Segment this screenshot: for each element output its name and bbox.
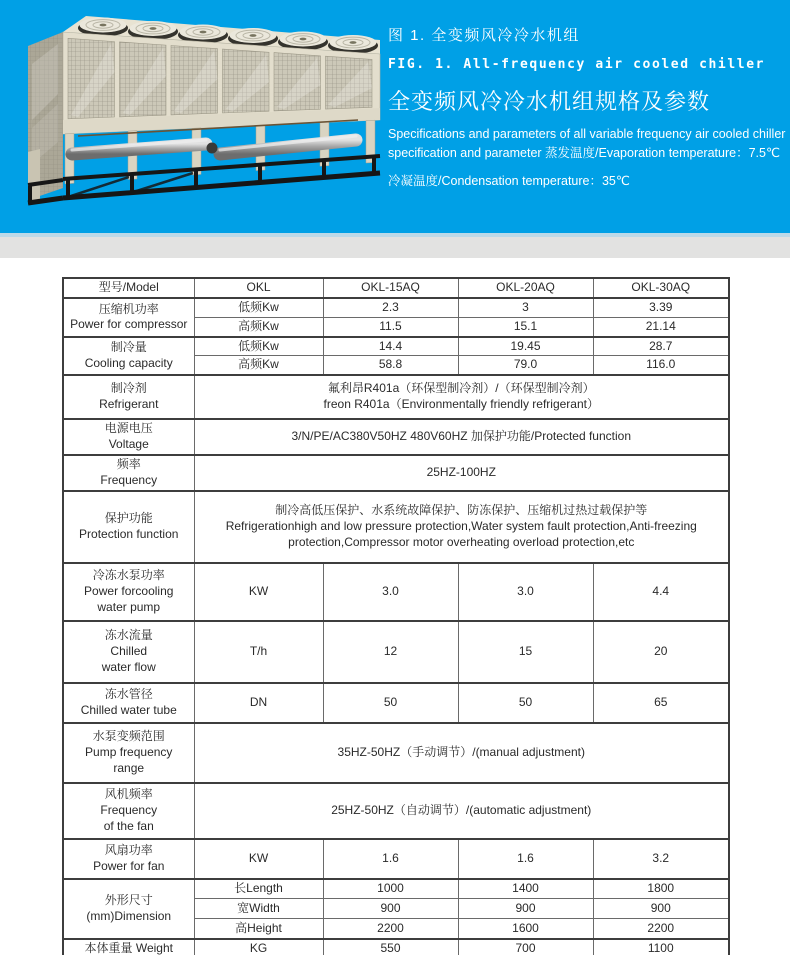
- spec-value: 65: [593, 683, 729, 723]
- spec-value: 20: [593, 621, 729, 683]
- spec-value: 4.4: [593, 563, 729, 621]
- spec-unit: DN: [194, 683, 323, 723]
- spec-value: 2200: [323, 919, 458, 939]
- spec-unit: KW: [194, 839, 323, 879]
- product-photo: [8, 2, 386, 230]
- spec-value: 900: [323, 899, 458, 919]
- spec-label: 冷冻水泵功率 Power forcooling water pump: [63, 563, 194, 621]
- spec-label: 水泵变频范围 Pump frequency range: [63, 723, 194, 783]
- row-fan-frequency: [63, 783, 729, 839]
- spec-value: 50: [323, 683, 458, 723]
- spec-label: 风扇功率 Power for fan: [63, 839, 194, 879]
- row-weight: [63, 939, 729, 955]
- spec-label: 冻水管径 Chilled water tube: [63, 683, 194, 723]
- spec-label: 本体重量 Weight: [63, 939, 194, 955]
- spec-label: 频率 Frequency: [63, 455, 194, 491]
- spec-value: 制冷高低压保护、水系统故障保护、防冻保护、压缩机过热过载保护等 Refrigerationhigh and low pressure protection,Water system fault protection,Anti-freezing protection,Compressor motor overheating overload protection,etc: [194, 491, 729, 563]
- spec-value: 11.5: [323, 317, 458, 336]
- hero-band: [0, 0, 790, 233]
- spec-value: 28.7: [593, 337, 729, 356]
- spec-value: 3.39: [593, 298, 729, 317]
- spec-label: 制冷量 Cooling capacity: [63, 337, 194, 376]
- spec-value: 氟利昂R401a（环保型制冷剂）/（环保型制冷剂） freon R401a（Environmentally friendly refrigerant）: [194, 375, 729, 419]
- spec-value: 12: [323, 621, 458, 683]
- spec-value: OKL-30AQ: [593, 278, 729, 298]
- spec-unit: 低频Kw: [194, 337, 323, 356]
- row-pump-frequency-range: [63, 723, 729, 783]
- spec-value: 19.45: [458, 337, 593, 356]
- spec-unit: 高Height: [194, 919, 323, 939]
- spec-value: 116.0: [593, 356, 729, 375]
- spec-value: 550: [323, 939, 458, 955]
- row-frequency: [63, 455, 729, 491]
- row-protection: [63, 491, 729, 563]
- spec-value: 25HZ-100HZ: [194, 455, 729, 491]
- spec-value: 900: [593, 899, 729, 919]
- spec-value: 3.0: [323, 563, 458, 621]
- row-cooling-low: [63, 337, 729, 356]
- spec-value: 3.0: [458, 563, 593, 621]
- spec-unit: 高频Kw: [194, 317, 323, 336]
- spec-label: 风机频率 Frequency of the fan: [63, 783, 194, 839]
- row-chilled-water-flow: [63, 621, 729, 683]
- row-chilled-water-tube: [63, 683, 729, 723]
- spec-value: 21.14: [593, 317, 729, 336]
- spec-label: 冻水流量 Chilled water flow: [63, 621, 194, 683]
- row-chilled-pump-power: [63, 563, 729, 621]
- spec-label: 电源电压 Voltage: [63, 419, 194, 455]
- row-voltage: [63, 419, 729, 455]
- spec-value: 1800: [593, 879, 729, 899]
- spec-label: 保护功能 Protection function: [63, 491, 194, 563]
- spec-unit: T/h: [194, 621, 323, 683]
- spec-table-body: [63, 278, 729, 955]
- spec-value: OKL-15AQ: [323, 278, 458, 298]
- spec-unit: 长Length: [194, 879, 323, 899]
- spec-label: 型号/Model: [63, 278, 194, 298]
- spec-value: 3/N/PE/AC380V50HZ 480V60HZ 加保护功能/Protected function: [194, 419, 729, 455]
- spec-value: 14.4: [323, 337, 458, 356]
- spec-value: 25HZ-50HZ（自动调节）/(automatic adjustment): [194, 783, 729, 839]
- spec-table: [62, 277, 730, 955]
- spec-value: 79.0: [458, 356, 593, 375]
- spec-unit: 低频Kw: [194, 298, 323, 317]
- spec-value: 900: [458, 899, 593, 919]
- hero-text-block: [388, 20, 786, 190]
- spec-unit: 宽Width: [194, 899, 323, 919]
- spec-value: 2200: [593, 919, 729, 939]
- spec-label: 压缩机功率 Power for compressor: [63, 298, 194, 337]
- spec-value: OKL: [194, 278, 323, 298]
- spec-value: 15: [458, 621, 593, 683]
- spec-unit: 高频Kw: [194, 356, 323, 375]
- spec-label: 外形尺寸 (mm)Dimension: [63, 879, 194, 939]
- row-model-header: [63, 278, 729, 298]
- spec-unit: KW: [194, 563, 323, 621]
- spec-value: 35HZ-50HZ（手动调节）/(manual adjustment): [194, 723, 729, 783]
- section-subtitle: Specifications and parameters of all variable frequency air cooled chiller: [388, 127, 786, 141]
- spec-value: 50: [458, 683, 593, 723]
- row-dim-length: [63, 879, 729, 899]
- spec-value: 700: [458, 939, 593, 955]
- spec-value: 1400: [458, 879, 593, 899]
- section-title: 全变频风冷冷水机组规格及参数: [388, 89, 711, 114]
- row-refrigerant: [63, 375, 729, 419]
- spec-value: 1600: [458, 919, 593, 939]
- condensation-temp-line: 冷凝温度/Condensation temperature：35℃: [388, 173, 630, 188]
- figure-caption-en: FIG. 1. All-frequency air cooled chiller: [388, 57, 766, 72]
- spec-value: 1.6: [458, 839, 593, 879]
- row-compressor-low: [63, 298, 729, 317]
- spec-value: OKL-20AQ: [458, 278, 593, 298]
- evaporation-temp-line: specification and parameter 蒸发温度/Evaporation temperature：7.5℃: [388, 145, 780, 160]
- spec-value: 1100: [593, 939, 729, 955]
- gray-band: [0, 237, 790, 258]
- spec-unit: KG: [194, 939, 323, 955]
- spec-value: 1000: [323, 879, 458, 899]
- spec-value: 2.3: [323, 298, 458, 317]
- spec-label: 制冷剂 Refrigerant: [63, 375, 194, 419]
- spec-value: 1.6: [323, 839, 458, 879]
- spec-value: 15.1: [458, 317, 593, 336]
- spec-value: 3.2: [593, 839, 729, 879]
- row-fan-power: [63, 839, 729, 879]
- spec-value: 3: [458, 298, 593, 317]
- figure-caption-cn: 图 1. 全变频风冷冷水机组: [388, 27, 580, 44]
- spec-value: 58.8: [323, 356, 458, 375]
